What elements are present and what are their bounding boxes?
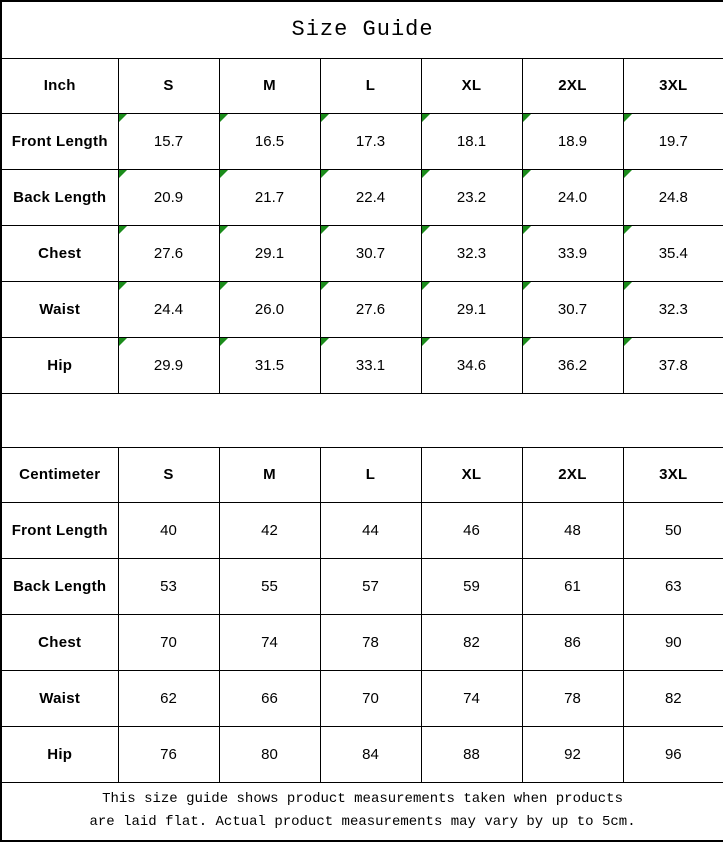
table-row: [1, 281, 723, 337]
size-col-header-l: L: [320, 447, 421, 502]
value-cell: [623, 337, 723, 393]
value-cell: [421, 113, 522, 169]
cell-value: 30.7: [557, 300, 588, 318]
row-label: Front Length: [1, 502, 118, 558]
corner-marker-icon: [119, 226, 127, 234]
row-label: Chest: [1, 614, 118, 670]
cell-value: 18.1: [456, 132, 487, 150]
spacer-row: [1, 393, 723, 447]
corner-marker-icon: [624, 170, 632, 178]
cell-value: 23.2: [456, 188, 487, 206]
cell-value: 34.6: [456, 356, 487, 374]
unit-header-centimeter: Centimeter: [1, 447, 118, 502]
corner-marker-icon: [523, 114, 531, 122]
table-row: [1, 113, 723, 169]
cell-value: 15.7: [153, 132, 184, 150]
table-row: [1, 337, 723, 393]
size-col-header-s: S: [118, 58, 219, 113]
cell-value: 26.0: [254, 300, 285, 318]
spacer-cell: [1, 393, 723, 447]
table-row: [1, 169, 723, 225]
cell-value: 29.1: [456, 300, 487, 318]
cell-value: 22.4: [355, 188, 386, 206]
value-cell: [118, 225, 219, 281]
corner-marker-icon: [624, 226, 632, 234]
corner-marker-icon: [119, 282, 127, 290]
value-cell: 62: [118, 670, 219, 726]
size-col-header-2xl: 2XL: [522, 447, 623, 502]
cell-value: 24.0: [557, 188, 588, 206]
value-cell: [522, 337, 623, 393]
value-cell: 61: [522, 558, 623, 614]
row-label: Chest: [1, 225, 118, 281]
corner-marker-icon: [422, 282, 430, 290]
cell-value: 33.1: [355, 356, 386, 374]
inch-header-row: [1, 58, 723, 113]
value-cell: 76: [118, 726, 219, 782]
corner-marker-icon: [321, 338, 329, 346]
corner-marker-icon: [220, 226, 228, 234]
row-label: Hip: [1, 337, 118, 393]
value-cell: [320, 225, 421, 281]
cell-value: 36.2: [557, 356, 588, 374]
value-cell: [118, 337, 219, 393]
cell-value: 19.7: [658, 132, 688, 150]
value-cell: 70: [118, 614, 219, 670]
size-col-header-m: M: [219, 447, 320, 502]
value-cell: [320, 113, 421, 169]
size-col-header-xl: XL: [421, 447, 522, 502]
footer-row: [1, 782, 723, 841]
table-row: [1, 502, 723, 558]
value-cell: 74: [421, 670, 522, 726]
value-cell: [421, 337, 522, 393]
title-row: [1, 1, 723, 58]
corner-marker-icon: [523, 282, 531, 290]
value-cell: 90: [623, 614, 723, 670]
value-cell: 44: [320, 502, 421, 558]
cell-value: 24.4: [153, 300, 184, 318]
value-cell: 80: [219, 726, 320, 782]
cell-value: 37.8: [658, 356, 688, 374]
size-col-header-xl: XL: [421, 58, 522, 113]
cell-value: 30.7: [355, 244, 386, 262]
table-row: [1, 558, 723, 614]
value-cell: [320, 337, 421, 393]
value-cell: 57: [320, 558, 421, 614]
cell-value: 18.9: [557, 132, 588, 150]
value-cell: 53: [118, 558, 219, 614]
table-row: [1, 670, 723, 726]
corner-marker-icon: [624, 338, 632, 346]
row-label: Back Length: [1, 558, 118, 614]
value-cell: 50: [623, 502, 723, 558]
value-cell: 78: [522, 670, 623, 726]
corner-marker-icon: [220, 282, 228, 290]
cell-value: 31.5: [254, 356, 285, 374]
corner-marker-icon: [321, 114, 329, 122]
size-col-header-l: L: [320, 58, 421, 113]
value-cell: [623, 113, 723, 169]
corner-marker-icon: [119, 338, 127, 346]
value-cell: 59: [421, 558, 522, 614]
table-row: [1, 225, 723, 281]
value-cell: [522, 225, 623, 281]
value-cell: [623, 281, 723, 337]
cell-value: 33.9: [557, 244, 588, 262]
footer-note: [1, 782, 723, 841]
cell-value: 16.5: [254, 132, 285, 150]
corner-marker-icon: [220, 170, 228, 178]
row-label: Back Length: [1, 169, 118, 225]
value-cell: [623, 169, 723, 225]
value-cell: 46: [421, 502, 522, 558]
value-cell: 84: [320, 726, 421, 782]
value-cell: [421, 281, 522, 337]
size-col-header-3xl: 3XL: [623, 58, 723, 113]
corner-marker-icon: [422, 114, 430, 122]
corner-marker-icon: [624, 282, 632, 290]
value-cell: [118, 281, 219, 337]
cell-value: 27.6: [153, 244, 184, 262]
value-cell: 74: [219, 614, 320, 670]
page-title: Size Guide: [1, 1, 723, 58]
value-cell: 86: [522, 614, 623, 670]
footer-line1: This size guide shows product measurements taken when products: [102, 791, 623, 808]
size-col-header-s: S: [118, 447, 219, 502]
corner-marker-icon: [422, 170, 430, 178]
table-row: [1, 726, 723, 782]
centimeter-header-row: [1, 447, 723, 502]
size-col-header-2xl: 2XL: [522, 58, 623, 113]
value-cell: 78: [320, 614, 421, 670]
size-col-header-m: M: [219, 58, 320, 113]
cell-value: 29.1: [254, 244, 285, 262]
corner-marker-icon: [523, 226, 531, 234]
value-cell: 55: [219, 558, 320, 614]
cell-value: 29.9: [153, 356, 184, 374]
value-cell: [522, 169, 623, 225]
row-label: Waist: [1, 281, 118, 337]
corner-marker-icon: [422, 226, 430, 234]
corner-marker-icon: [624, 114, 632, 122]
corner-marker-icon: [119, 170, 127, 178]
unit-header-inch: Inch: [1, 58, 118, 113]
value-cell: [623, 225, 723, 281]
table-row: [1, 614, 723, 670]
value-cell: [219, 225, 320, 281]
value-cell: 66: [219, 670, 320, 726]
value-cell: [320, 281, 421, 337]
cell-value: 21.7: [254, 188, 285, 206]
value-cell: [320, 169, 421, 225]
corner-marker-icon: [220, 338, 228, 346]
value-cell: 40: [118, 502, 219, 558]
cell-value: 27.6: [355, 300, 386, 318]
value-cell: 48: [522, 502, 623, 558]
cell-value: 20.9: [153, 188, 184, 206]
value-cell: [219, 169, 320, 225]
row-label: Front Length: [1, 113, 118, 169]
corner-marker-icon: [321, 170, 329, 178]
cell-value: 32.3: [456, 244, 487, 262]
corner-marker-icon: [220, 114, 228, 122]
value-cell: [421, 169, 522, 225]
corner-marker-icon: [523, 170, 531, 178]
value-cell: [522, 113, 623, 169]
corner-marker-icon: [523, 338, 531, 346]
value-cell: 82: [623, 670, 723, 726]
value-cell: 63: [623, 558, 723, 614]
value-cell: [219, 281, 320, 337]
corner-marker-icon: [321, 226, 329, 234]
cell-value: 24.8: [658, 188, 688, 206]
row-label: Hip: [1, 726, 118, 782]
value-cell: 88: [421, 726, 522, 782]
value-cell: [219, 113, 320, 169]
corner-marker-icon: [422, 338, 430, 346]
corner-marker-icon: [119, 114, 127, 122]
size-col-header-3xl: 3XL: [623, 447, 723, 502]
value-cell: [522, 281, 623, 337]
value-cell: 70: [320, 670, 421, 726]
value-cell: [421, 225, 522, 281]
footer-line2: are laid flat. Actual product measurements may vary by up to 5cm.: [89, 814, 636, 831]
value-cell: [118, 113, 219, 169]
value-cell: 96: [623, 726, 723, 782]
corner-marker-icon: [321, 282, 329, 290]
cell-value: 17.3: [355, 132, 386, 150]
value-cell: 42: [219, 502, 320, 558]
cell-value: 32.3: [658, 300, 688, 318]
value-cell: [118, 169, 219, 225]
value-cell: 92: [522, 726, 623, 782]
row-label: Waist: [1, 670, 118, 726]
value-cell: 82: [421, 614, 522, 670]
cell-value: 35.4: [658, 244, 688, 262]
value-cell: [219, 337, 320, 393]
